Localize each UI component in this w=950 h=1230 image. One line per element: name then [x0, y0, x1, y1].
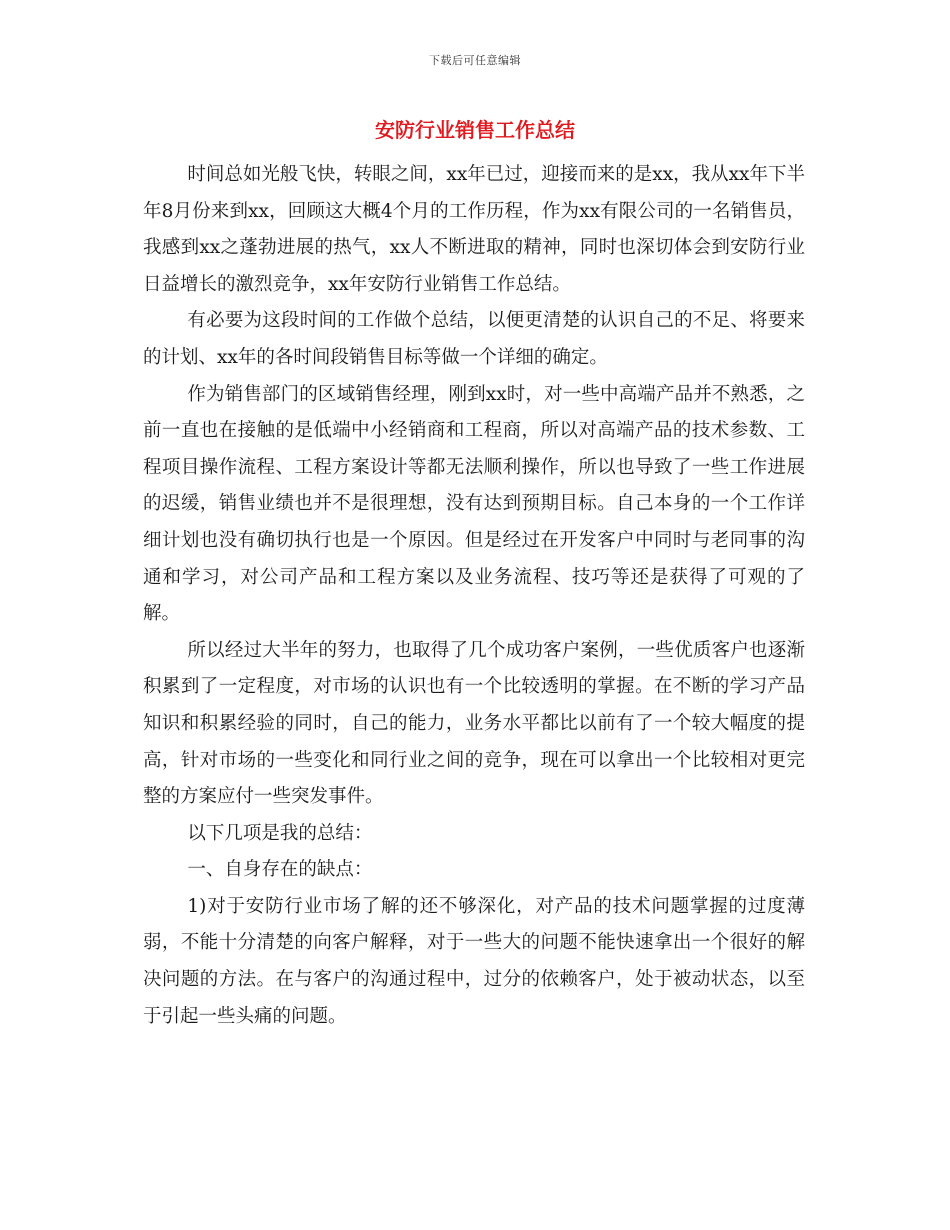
paragraph: 作为销售部门的区域销售经理，刚到xx时，对一些中高端产品并不熟悉，之前一直也在接触的是低端中小经销商和工程商，所以对高端产品的技术参数、工程项目操作流程、工程方案设计等都无法顺利操作，所以也导致了一些工作进展的迟缓，销售业绩也并不是很理想，没有达到预期目标。自己本身的一个工作详细计划也没有确切执行也是一个原因。但是经过在开发客户中同时与老同事的沟通和学习，对公司产品和工程方案以及业务流程、技巧等还是获得了可观的了解。 — [143, 383, 805, 625]
section-heading: 一、自身存在的缺点： — [187, 859, 373, 881]
paragraph: 有必要为这段时间的工作做个总结，以便更清楚的认识自己的不足、将要来的计划、xx年的各时间段销售目标等做一个详细的确定。 — [143, 310, 805, 368]
paragraph: 时间总如光般飞快，转眼之间，xx年已过，迎接而来的是xx，我从xx年下半年8月份来到xx，回顾这大概4个月的工作历程，作为xx有限公司的一名销售员，我感到xx之蓬勃进展的热气，xx人不断进取的精神，同时也深切体会到安防行业日益增长的激烈竞争，xx年安防行业销售工作总结。 — [143, 164, 805, 295]
paragraph: 以下几项是我的总结： — [187, 822, 373, 844]
paragraph: 1)对于安防行业市场了解的还不够深化，对产品的技术问题掌握的过度薄弱，不能十分清楚的向客户解释，对于一些大的问题不能快速拿出一个很好的解决问题的方法。在与客户的沟通过程中，过分的依赖客户，处于被动状态，以至于引起一些头痛的问题。 — [143, 895, 805, 1027]
paragraph: 所以经过大半年的努力，也取得了几个成功客户案例，一些优质客户也逐渐积累到了一定程度，对市场的认识也有一个比较透明的掌握。在不断的学习产品知识和积累经验的同时，自己的能力，业务水平都比以前有了一个较大幅度的提高，针对市场的一些变化和同行业之间的竞争，现在可以拿出一个比较相对更完整的方案应付一些突发事件。 — [143, 639, 805, 808]
document-title: 安防行业销售工作总结 — [375, 118, 575, 142]
document-body — [143, 157, 805, 1035]
page-header-note: 下载后可任意编辑 — [429, 54, 521, 67]
